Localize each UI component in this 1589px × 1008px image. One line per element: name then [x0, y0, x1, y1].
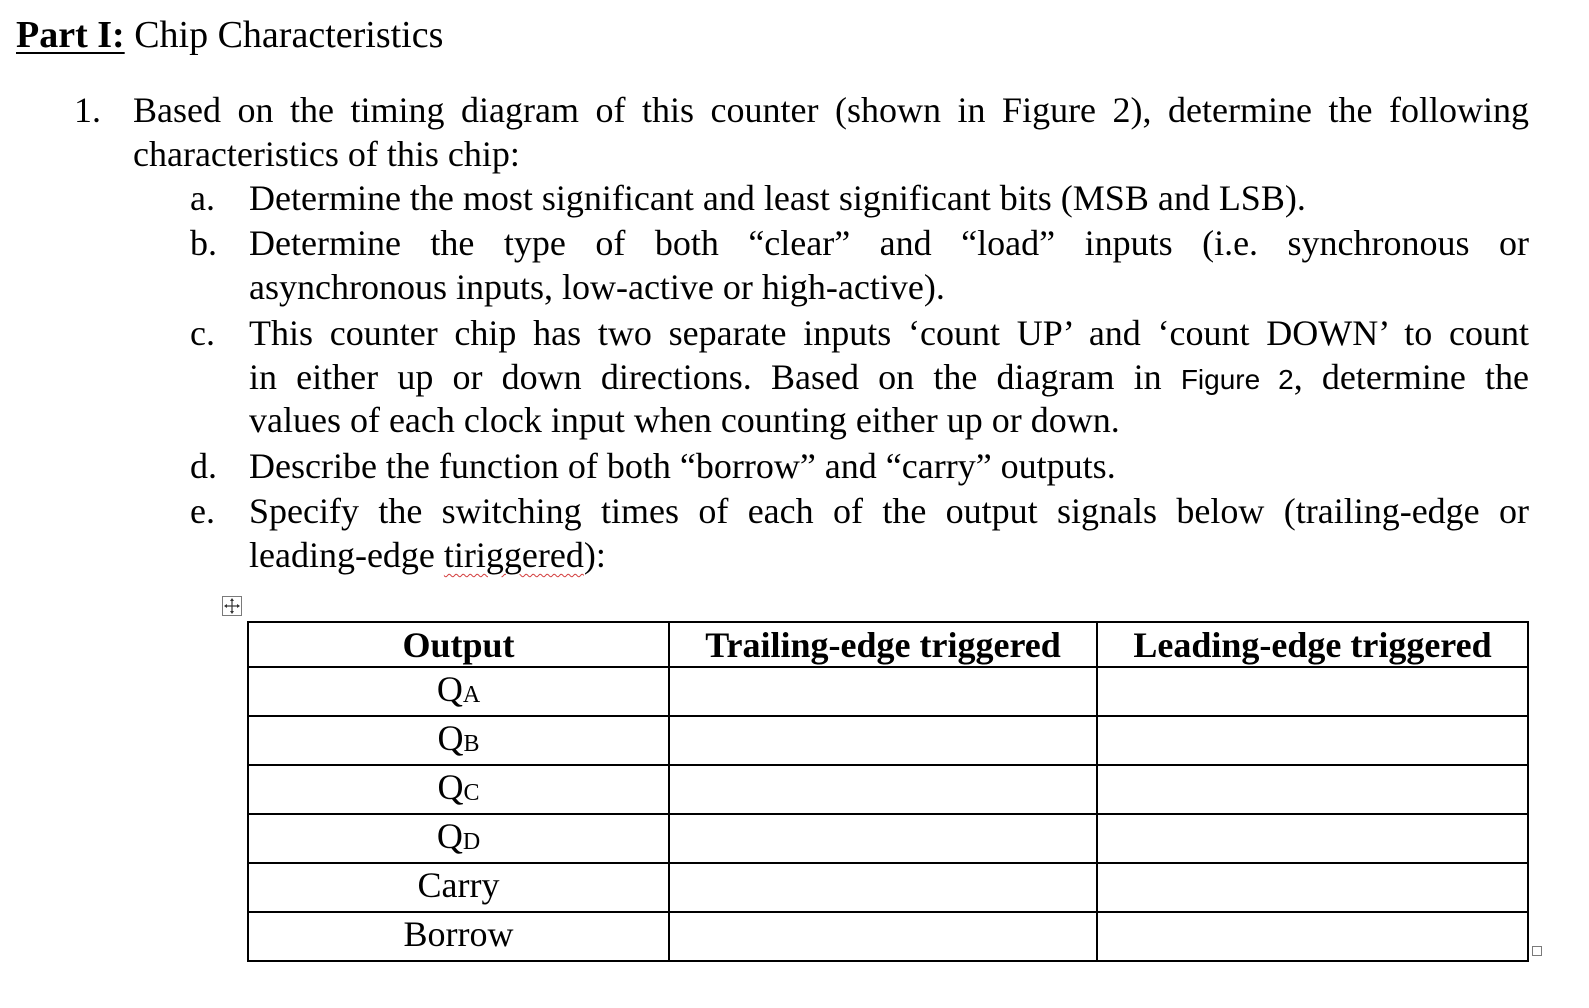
leading-cell[interactable] [1097, 912, 1528, 961]
four-way-arrow-glyph [223, 597, 241, 615]
question-number: 1. [74, 90, 101, 130]
table-row [248, 814, 1528, 863]
output-label-subscript: A [462, 682, 481, 708]
trailing-cell[interactable] [669, 716, 1097, 765]
trailing-cell[interactable] [669, 667, 1097, 716]
item-c-line-2-tail: , determine the [1293, 357, 1530, 397]
item-c-marker: c. [190, 313, 215, 353]
output-label-text: Q [436, 669, 463, 709]
item-b-line-1: Determine the type of both “clear” and “load” inputs (i.e. synchronous or [249, 223, 1529, 263]
trailing-cell[interactable] [669, 765, 1097, 814]
output-label-text: Q [436, 816, 463, 856]
leading-cell[interactable] [1097, 667, 1528, 716]
table-row [248, 863, 1528, 912]
output-label-text: Q [437, 718, 464, 758]
output-label-qb[interactable] [248, 716, 669, 765]
header-output: Output [248, 622, 669, 667]
item-c-line-3: values of each clock input when counting either up or down. [249, 400, 1120, 440]
output-label-text: Q [437, 767, 464, 807]
trailing-cell[interactable] [669, 814, 1097, 863]
section-title: Chip Characteristics [134, 14, 444, 56]
question-line-1: Based on the timing diagram of this counter (shown in Figure 2), determine the following [133, 90, 1529, 130]
item-b-line-2: asynchronous inputs, low-active or high-active). [249, 267, 945, 307]
figure-reference: Figure 2 [1180, 364, 1294, 395]
output-label-subscript: C [463, 780, 480, 806]
table-row [248, 716, 1528, 765]
output-label-subscript: B [463, 731, 480, 757]
leading-cell[interactable] [1097, 716, 1528, 765]
table-row [248, 765, 1528, 814]
table-row [248, 912, 1528, 961]
item-c-line-2-text: in either up or down directions. Based on the diagram in [249, 357, 1162, 397]
table-row [248, 667, 1528, 716]
output-switching-table [247, 621, 1529, 962]
trailing-cell[interactable] [669, 863, 1097, 912]
four-way-arrow-icon[interactable] [222, 596, 242, 616]
table-header-row [248, 622, 1528, 667]
output-label-borrow[interactable] [248, 912, 669, 961]
section-heading [16, 10, 443, 60]
item-e-line-2-text: leading-edge [249, 535, 444, 575]
trailing-cell[interactable] [669, 912, 1097, 961]
item-a-marker: a. [190, 178, 215, 218]
item-d-line-1: Describe the function of both “borrow” and “carry” outputs. [249, 446, 1116, 486]
item-e-marker: e. [190, 491, 215, 531]
item-c-line-1: This counter chip has two separate inputs ‘count UP’ and ‘count DOWN’ to count [249, 313, 1529, 353]
item-e-line-1: Specify the switching times of each of the output signals below (trailing-edge or [249, 491, 1529, 531]
spellcheck-misspelled-word[interactable]: tiriggered [443, 535, 584, 575]
question-line-2: characteristics of this chip: [133, 134, 520, 174]
output-label-text: Carry [417, 865, 500, 905]
output-label-qd[interactable] [248, 814, 669, 863]
output-label-carry[interactable] [248, 863, 669, 912]
output-label-subscript: D [462, 829, 481, 855]
item-c-line-2 [249, 355, 1529, 402]
leading-cell[interactable] [1097, 765, 1528, 814]
leading-cell[interactable] [1097, 814, 1528, 863]
leading-cell[interactable] [1097, 863, 1528, 912]
item-e-line-2-tail: ): [583, 535, 606, 575]
resize-square-icon[interactable] [1532, 946, 1542, 956]
item-b-marker: b. [190, 223, 217, 263]
output-label-text: Borrow [403, 914, 514, 954]
part-label: Part I: [16, 14, 125, 56]
item-a-line-1: Determine the most significant and least significant bits (MSB and LSB). [249, 178, 1306, 218]
header-leading-edge: Leading-edge triggered [1097, 622, 1528, 667]
item-e-line-2 [249, 533, 606, 577]
header-trailing-edge: Trailing-edge triggered [669, 622, 1097, 667]
output-label-qc[interactable] [248, 765, 669, 814]
item-d-marker: d. [190, 446, 217, 486]
output-label-qa[interactable] [248, 667, 669, 716]
